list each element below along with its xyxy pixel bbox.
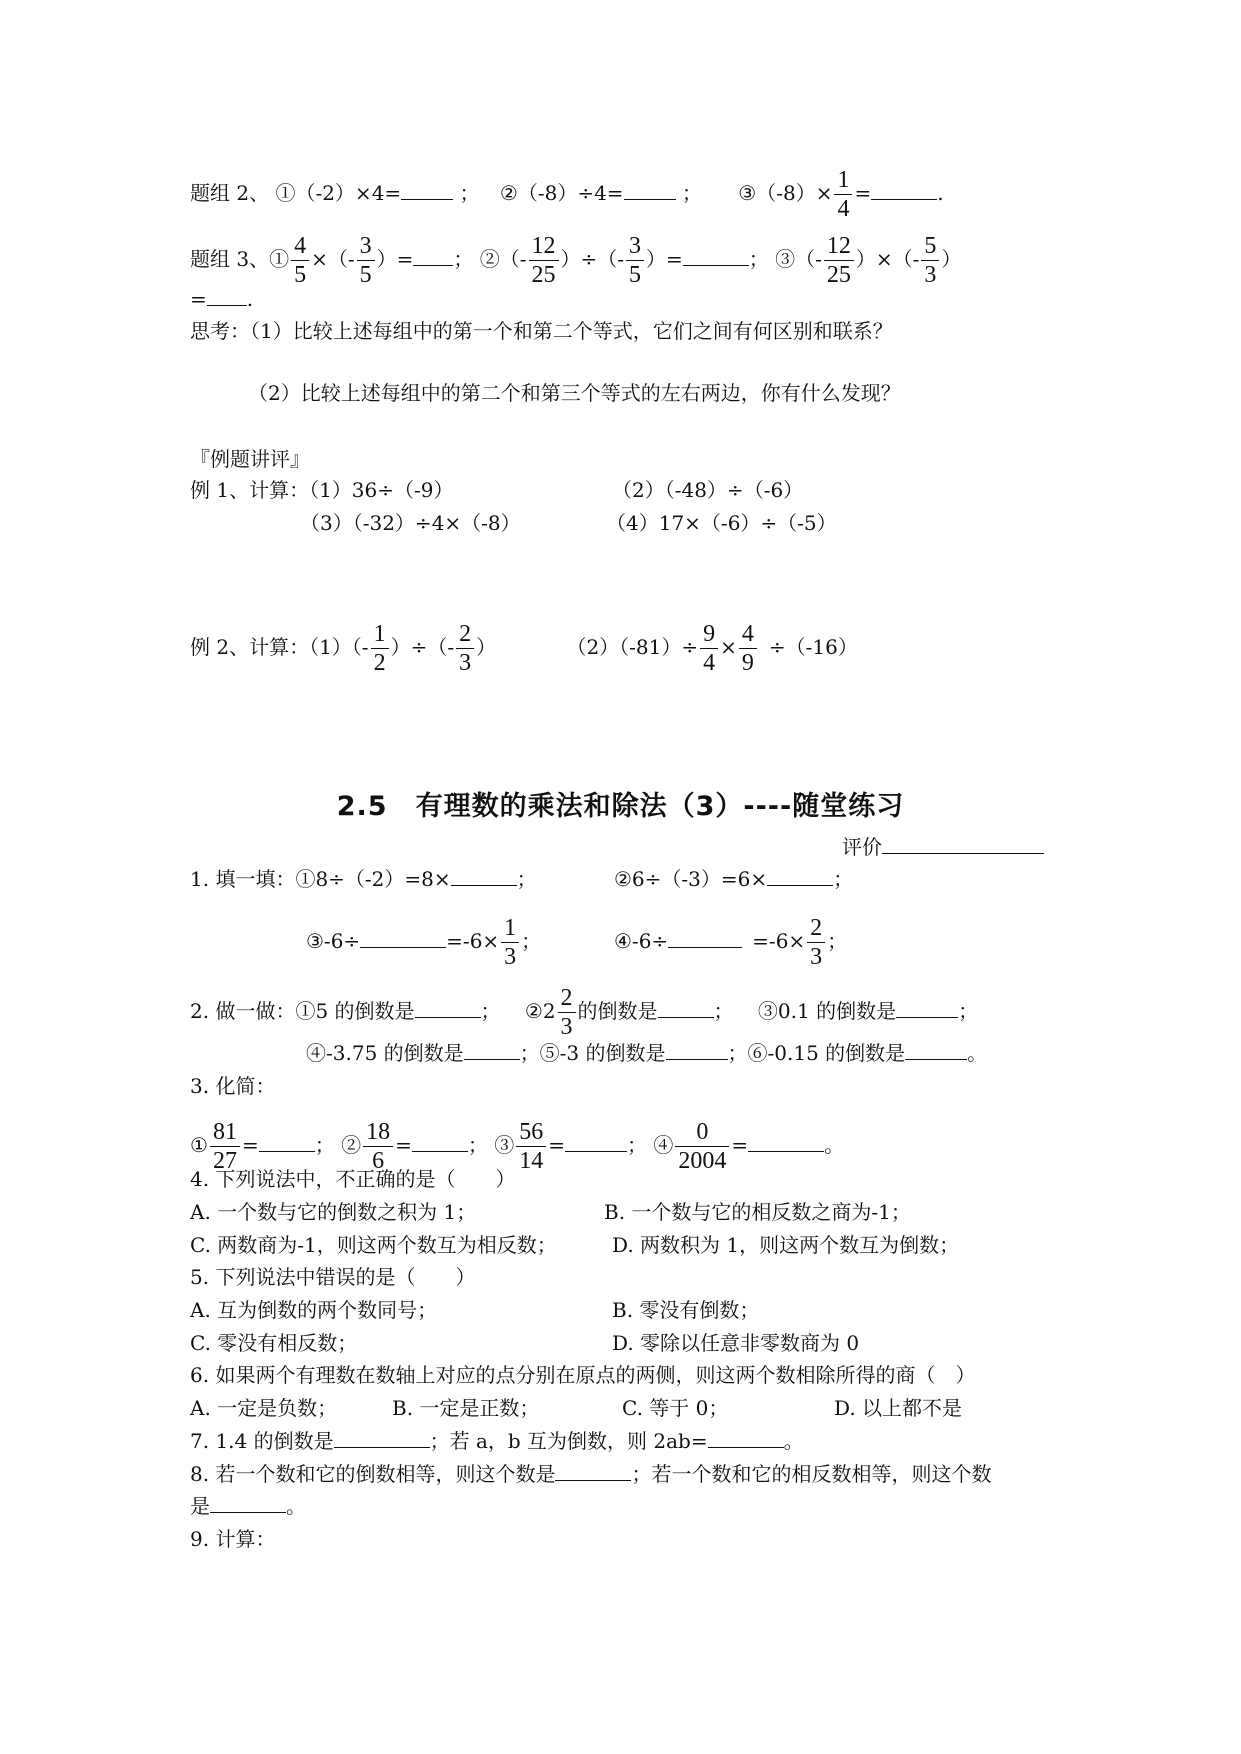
fraction [371,620,389,677]
equals: = [395,1133,412,1157]
fraction [516,1118,546,1175]
period: 。 [783,1429,804,1453]
denominator: 27 [210,1146,240,1175]
fraction [501,914,519,971]
fraction [529,232,559,289]
fraction [675,1118,729,1175]
fraction [626,232,644,289]
denominator: 25 [824,260,854,289]
q8-part-c: 是 [190,1494,210,1518]
separator: ； [314,1133,335,1157]
fraction [834,166,852,223]
denominator: 3 [807,942,825,971]
operator: × [720,635,737,659]
denominator: 5 [626,260,644,289]
q3-item-2: ② [341,1133,362,1157]
answer-blank[interactable] [624,181,676,200]
numerator: 12 [826,233,851,259]
q8-part-a: 8. 若一个数和它的倒数相等，则这个数是 [190,1462,556,1486]
q1-part-b-text: ②6÷（-3）=6× [614,867,768,891]
denominator: 3 [501,942,519,971]
fraction [921,232,939,289]
numerator: 1 [373,621,386,647]
answer-blank[interactable] [464,1041,520,1060]
q9-heading: 9. 计算： [190,1527,276,1551]
answer-blank[interactable] [896,999,958,1018]
q2-part-e: ⑤-3 的倒数是 [539,1041,666,1065]
q3-item-4: ④ [653,1133,674,1157]
q4-option-c: C. 两数商为-1，则这两个数互为相反数； [190,1233,557,1257]
rating-label: 评价 [842,835,882,859]
separator: ； [748,247,769,271]
operator: ）×（- [855,247,920,271]
q5-option-b: B. 零没有倒数； [612,1298,760,1322]
group3-line2 [190,286,253,312]
denominator: 5 [357,260,375,289]
period: 。 [967,1041,988,1065]
operator: ）÷（- [560,247,625,271]
operator: ）÷（- [390,635,455,659]
separator: ； [958,999,979,1023]
q2-part-a: 2. 做一做：①5 的倒数是 [190,999,415,1023]
numerator: 2 [459,621,472,647]
separator: ； [681,181,702,205]
denominator: 4 [834,194,852,223]
q7-part-b: ；若 a，b 互为倒数，则 2ab= [429,1429,708,1453]
example1-part1: 例 1、计算：（1）36÷（-9） [190,478,454,502]
group2-expr2: ②（-8）÷4= [499,181,624,205]
q2-part-b: ②2 [524,999,556,1023]
answer-blank[interactable] [210,1494,286,1513]
examples-heading: 『例题讲评』 [190,447,310,471]
operator: =-6× [752,929,806,953]
numerator: 9 [703,621,716,647]
q2-part-b-text: 的倒数是 [577,999,658,1023]
denominator: 5 [291,260,309,289]
equals: = [854,181,872,205]
group3-label: 题组 3、① [190,247,290,271]
answer-blank[interactable] [767,867,833,886]
group2-expr3: ③（-8）× [738,181,833,205]
equals: = [241,1133,259,1157]
numerator: 3 [629,233,642,259]
answer-blank[interactable] [708,1429,784,1448]
numerator: 3 [359,233,372,259]
answer-blank[interactable] [905,1041,967,1060]
denominator: 14 [516,1146,546,1175]
example2-line [190,620,858,677]
separator: ； [626,1133,647,1157]
example2-label: 例 2、计算：（1）（- [190,635,369,659]
q1-part-a: 1. 填一填：①8÷（-2）=8× [190,867,451,891]
answer-blank[interactable] [207,287,247,306]
q6-option-d: D. 以上都不是 [834,1396,963,1420]
rating-blank[interactable] [882,835,1044,854]
denominator: 25 [529,260,559,289]
separator: ； [516,867,537,891]
q2-part-f: ⑥-0.15 的倒数是 [747,1041,906,1065]
numerator: 2 [560,985,573,1011]
separator: ； [459,181,480,205]
answer-blank[interactable] [413,247,453,266]
q8-line1 [190,1461,991,1487]
answer-blank[interactable] [259,1133,315,1152]
q6-question: 6. 如果两个有理数在数轴上对应的点分别在原点的两侧，则这两个数相除所得的商（ ） [190,1363,976,1387]
q2-part-c: ③0.1 的倒数是 [757,999,897,1023]
example1-part3: （3）（-32）÷4×（-8） [300,511,521,535]
denominator: 3 [921,260,939,289]
operator: ÷（-16） [768,635,858,659]
operator: ②（- [479,247,527,271]
q5-option-d: D. 零除以任意非零数商为 0 [612,1331,860,1355]
group2-label: 题组 2、 [190,181,270,205]
answer-blank[interactable] [871,181,937,200]
operator: =-6× [446,929,500,953]
q6-option-b: B. 一定是正数； [392,1396,540,1420]
numerator: 1 [837,167,850,193]
think-question-1: 思考：（1）比较上述每组中的第一个和第二个等式，它们之间有何区别和联系？ [190,319,893,343]
answer-blank[interactable] [668,929,742,948]
q1-line1 [190,866,537,892]
period: 。 [286,1494,306,1518]
answer-blank[interactable] [658,999,714,1018]
operator: ×（- [311,247,355,271]
fraction [700,620,718,677]
answer-blank[interactable] [565,1133,627,1152]
q4-question: 4. 下列说法中，不正确的是（ ） [190,1167,516,1191]
separator: ； [827,929,848,953]
separator: ； [453,247,474,271]
q3-heading: 3. 化简： [190,1074,276,1098]
group2-expr1: ①（-2）×4= [275,181,402,205]
numerator: 18 [366,1119,391,1145]
separator: ； [833,867,854,891]
fraction [456,620,474,677]
fraction [558,984,576,1041]
separator: ； [519,1041,540,1065]
q4-option-a: A. 一个数与它的倒数之积为 1； [190,1200,477,1224]
q1-part-d [614,914,847,971]
answer-blank[interactable] [451,867,517,886]
fraction [807,914,825,971]
q7-line [190,1428,804,1454]
operator: ）= [646,247,683,271]
operator: ③（- [775,247,822,271]
numerator: 1 [504,915,517,941]
separator: ； [480,999,501,1023]
denominator: 3 [456,648,474,677]
q6-option-a: A. 一定是负数； [190,1396,338,1420]
fraction [824,232,854,289]
period: 。 [824,1133,845,1157]
q5-option-c: C. 零没有相反数； [190,1331,358,1355]
q1-part-d-text: ④-6÷ [614,929,669,953]
group2-line [190,166,944,223]
q6-option-c: C. 等于 0； [622,1396,729,1420]
rating [842,834,1044,860]
denominator: 6 [363,1146,393,1175]
denominator: 2004 [675,1146,729,1175]
q1-part-b [614,866,853,892]
q2-line2 [306,1040,987,1066]
q4-option-d: D. 两数积为 1，则这两个数互为倒数； [612,1233,960,1257]
numerator: 81 [212,1119,237,1145]
fraction [291,232,309,289]
answer-blank[interactable] [401,181,453,200]
operator: ） [941,247,962,271]
answer-blank[interactable] [748,1133,824,1152]
q5-question: 5. 下列说法中错误的是（ ） [190,1265,476,1289]
numerator: 56 [519,1119,544,1145]
numerator: 0 [696,1119,709,1145]
q3-item-3: ③ [494,1133,515,1157]
answer-blank[interactable] [415,999,481,1018]
example2-part2: （2）（-81）÷ [566,635,699,659]
equals: = [548,1133,565,1157]
practice-title: 2.5 有理数的乘法和除法（3）----随堂练习 [336,791,905,822]
q2-line1 [190,984,978,1041]
q3-item-1: ① [190,1133,208,1157]
period: . [246,287,254,311]
denominator: 3 [558,1012,576,1041]
q8-part-b: ；若一个数和它的相反数相等，则这个数 [631,1462,992,1486]
equals: = [731,1133,749,1157]
operator: ）= [376,247,414,271]
group3-line [190,232,961,289]
q7-part-a: 7. 1.4 的倒数是 [190,1429,334,1453]
denominator: 4 [700,648,718,677]
numerator: 12 [531,233,556,259]
answer-blank[interactable] [412,1133,468,1152]
equals: = [190,287,207,311]
fraction [357,232,375,289]
answer-blank[interactable] [334,1429,430,1448]
think-question-2: （2）比较上述每组中的第二个和第三个等式的左右两边，你有什么发现？ [248,381,901,405]
numerator: 5 [924,233,937,259]
q8-line2 [190,1493,306,1519]
numerator: 4 [741,621,754,647]
answer-blank[interactable] [683,247,749,266]
q1-part-c-text: ③-6÷ [306,929,361,953]
answer-blank[interactable] [555,1462,631,1481]
answer-blank[interactable] [666,1041,728,1060]
fraction [739,620,757,677]
q5-option-a: A. 互为倒数的两个数同号； [190,1298,438,1322]
separator: ； [713,999,734,1023]
operator: ） [476,635,497,659]
denominator: 9 [739,648,757,677]
answer-blank[interactable] [360,929,446,948]
q1-part-c [306,914,541,971]
q4-option-b: B. 一个数与它的相反数之商为-1； [604,1200,911,1224]
period: . [937,181,944,205]
separator: ； [521,929,542,953]
q2-part-d: ④-3.75 的倒数是 [306,1041,464,1065]
separator: ； [727,1041,748,1065]
separator: ； [467,1133,488,1157]
denominator: 2 [371,648,389,677]
numerator: 4 [294,233,307,259]
example1-part4: （4）17×（-6）÷（-5） [606,511,837,535]
example1-part2: （2）（-48）÷（-6） [612,478,804,502]
numerator: 2 [810,915,823,941]
